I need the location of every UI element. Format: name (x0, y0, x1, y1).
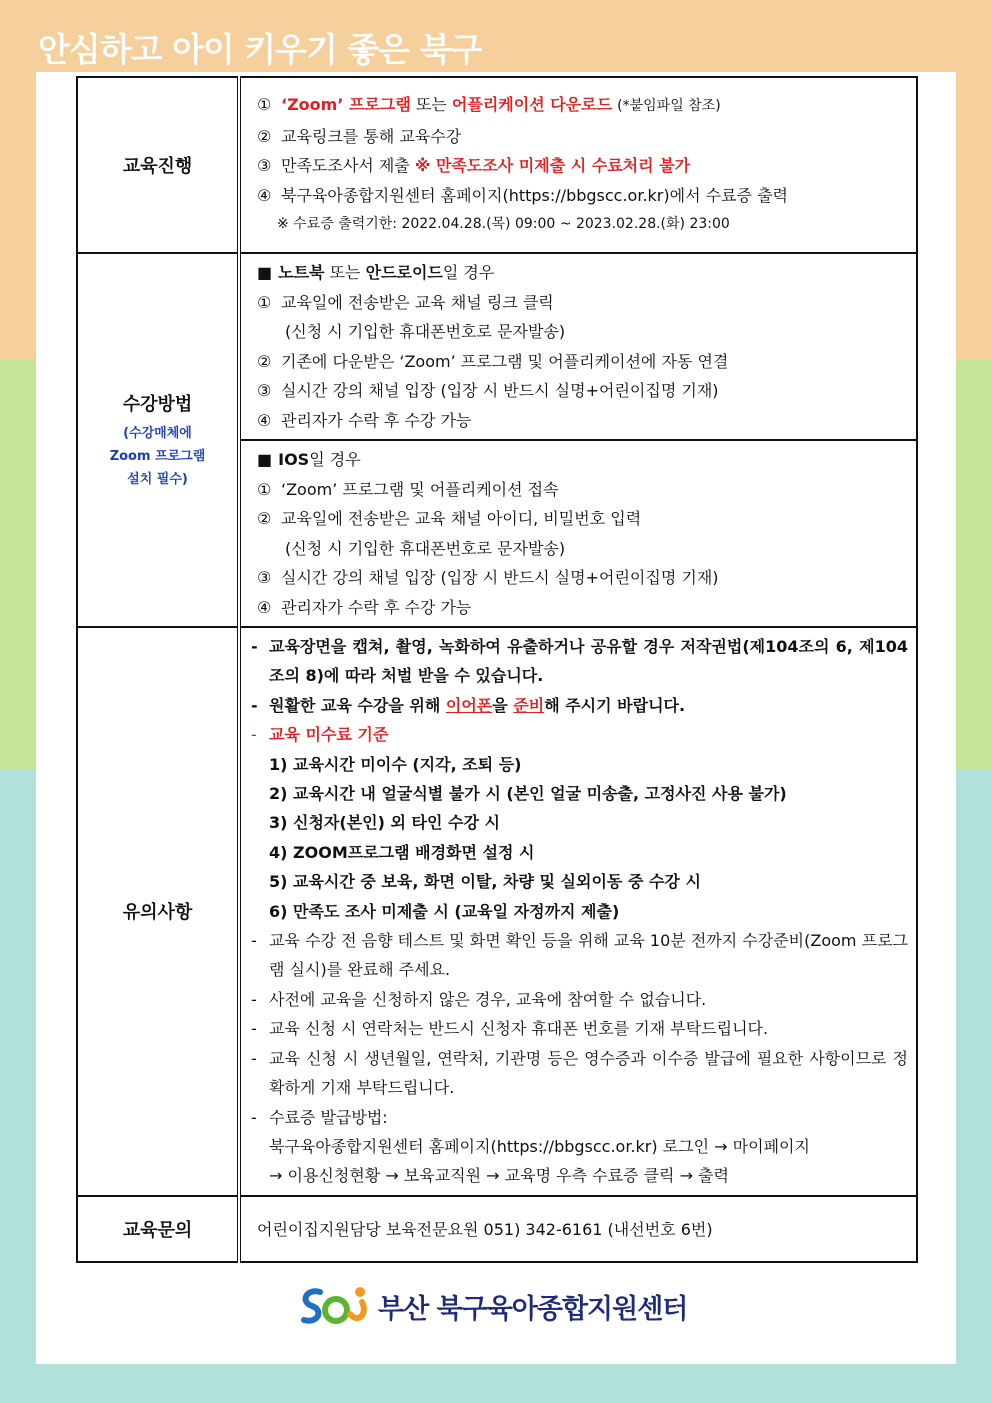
label-inquiry: 교육문의 (77, 1196, 239, 1262)
content-notes (239, 627, 917, 1196)
note-phone: - 교육 신청 시 연락처는 반드시 신청자 휴대폰 번호를 기재 부탁드립니다. (251, 1019, 769, 1039)
square-bullet-icon: ■ (257, 263, 273, 282)
content-method-laptop: ■ 노트북 또는 안드로이드일 경우 ① 교육일에 전송받은 교육 채널 링크 클릭 (신청 시 기입한 휴대폰번호로 문자발송) ② 기존에 다운받은 ‘Zoom’ 프로그램 및 어플리케이션에 자동 연결 ③ 실시간 강의 채널 입장 (입장 시 반드시 실명+어린이집명 기재) ④ 관리자가 수락 후 수강 가능 (239, 253, 917, 440)
progress-step-2: ② 교육링크를 통해 교육수강 (257, 126, 462, 146)
page-banner: 안심하고 아이 키우기 좋은 북구 (38, 30, 482, 69)
center-name: 부산 북구육아종합지원센터 (378, 1293, 688, 1325)
certificate-deadline: ※ 수료증 출력기한: 2022.04.28.(목) 09:00 ~ 2023.02.28.(화) 23:00 (277, 216, 730, 233)
label-notes: 유의사항 (77, 627, 239, 1196)
square-bullet-icon: ■ (257, 450, 273, 469)
note-registration: - 사전에 교육을 신청하지 않은 경우, 교육에 참여할 수 없습니다. (251, 989, 707, 1009)
certificate-path-2: → 이용신청현황 → 보육교직원 → 교육명 우측 수료증 클릭 → 출력 (269, 1166, 729, 1186)
criteria-item: 2) 교육시간 내 얼굴식별 불가 시 (본인 얼굴 미송출, 고정사진 사용 불가) (269, 784, 787, 804)
row-inquiry (77, 1196, 917, 1262)
footer-logo (298, 1286, 718, 1326)
content-inquiry: 어린이집지원담당 보육전문요원 051) 342-6161 (내선번호 6번) (239, 1196, 917, 1262)
label-method: 수강방법 (수강매체에 Zoom 프로그램 설치 필수) (77, 253, 239, 627)
content-progress (239, 77, 917, 253)
progress-step-4: ④ 북구육아종합지원센터 홈페이지(https://bbgscc.or.kr)에서 수료증 출력 (257, 185, 788, 205)
row-notes (77, 627, 917, 1196)
progress-step-3: ③ 만족도조사서 제출 ※ 만족도조사 미제출 시 수료처리 불가 (257, 156, 691, 176)
note-info-accuracy: - 교육 신청 시 생년월일, 연락처, 기관명 등은 영수증과 이수증 발급에 필요한 사항이므로 정확하게 기재 부탁드립니다. (251, 1048, 908, 1098)
content-method-ios: ■ IOS일 경우 ① ‘Zoom’ 프로그램 및 어플리케이션 접속 ② 교육일에 전송받은 교육 채널 아이디, 비밀번호 입력 (신청 시 기입한 휴대폰번호로 문자발송) ③ 실시간 강의 채널 입장 (입장 시 반드시 실명+어린이집명 기재) ④ 관리자가 수락 후 수강 가능 (239, 440, 917, 627)
criteria-item: 5) 교육시간 중 보육, 화면 이탈, 차량 및 실외이동 중 수강 시 (269, 872, 701, 892)
note-sound-test: - 교육 수강 전 음향 테스트 및 화면 확인 등을 위해 교육 10분 전까지 수강준비(Zoom 프로그램 실시)를 완료해 주세요. (251, 931, 908, 980)
criteria-item: 4) ZOOM프로그램 배경화면 설정 시 (269, 842, 535, 862)
note-copyright: - 교육장면을 캡쳐, 촬영, 녹화하여 유출하거나 공유할 경우 저작권법(제104조의 6, 제104조의 8)에 따라 처벌 받을 수 있습니다. (251, 637, 908, 686)
method-ios-heading: ■ IOS일 경우 (257, 450, 361, 469)
note-earphone: - 원활한 교육 수강을 위해 이어폰을 준비해 주시기 바랍니다. (251, 695, 686, 715)
info-table (76, 76, 918, 1263)
certificate-path-1: 북구육아종합지원센터 홈페이지(https://bbgscc.or.kr) 로그인 → 마이페이지 (269, 1136, 810, 1156)
document-paper (36, 72, 956, 1364)
label-progress: 교육진행 (77, 77, 239, 253)
note-incomplete-criteria: - 교육 미수료 기준 (251, 725, 389, 745)
progress-step-1: ① ‘Zoom’ 프로그램 또는 어플리케이션 다운로드 (*붙임파일 참조) (257, 95, 721, 115)
center-logo-icon (298, 1284, 370, 1328)
row-method-a (77, 253, 917, 440)
note-certificate-method: - 수료증 발급방법: (251, 1107, 388, 1127)
method-laptop-heading: ■ 노트북 또는 안드로이드일 경우 (257, 263, 495, 282)
criteria-item: 6) 만족도 조사 미제출 시 (교육일 자정까지 제출) (269, 901, 620, 921)
criteria-item: 1) 교육시간 미이수 (지각, 조퇴 등) (269, 754, 522, 774)
criteria-item: 3) 신청자(본인) 외 타인 수강 시 (269, 813, 500, 833)
row-progress (77, 77, 917, 253)
